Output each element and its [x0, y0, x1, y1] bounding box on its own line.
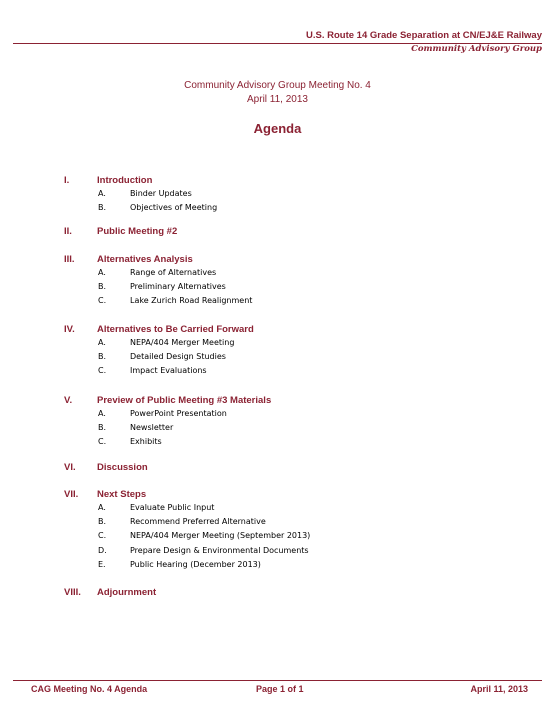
- section-number: VI.: [64, 462, 76, 473]
- sub-item-letter: C.: [98, 437, 107, 447]
- sub-item-text: Exhibits: [130, 437, 162, 447]
- sub-item-letter: C.: [98, 366, 107, 376]
- sub-item-text: Impact Evaluations: [130, 366, 207, 376]
- section-title: Next Steps: [97, 489, 147, 500]
- section-number: VIII.: [64, 587, 81, 598]
- sub-item-text: NEPA/404 Merger Meeting (September 2013): [130, 531, 311, 541]
- section-title: Adjournment: [97, 587, 157, 598]
- sub-item-letter: B.: [98, 282, 107, 292]
- sub-item-text: Range of Alternatives: [130, 268, 217, 277]
- agenda-heading: Agenda: [253, 121, 302, 136]
- section-title: Alternatives to Be Carried Forward: [97, 324, 254, 335]
- sub-item-letter: B.: [98, 203, 107, 213]
- footer-doc-title: CAG Meeting No. 4 Agenda: [31, 684, 148, 694]
- section-number: VII.: [64, 489, 79, 500]
- sub-item-letter: B.: [98, 352, 107, 362]
- sub-item-letter: E.: [98, 559, 106, 569]
- sub-item-letter: A.: [98, 189, 106, 198]
- section-title: Preview of Public Meeting #3 Materials: [97, 395, 272, 406]
- sub-item-letter: A.: [98, 409, 106, 418]
- sub-item-text: NEPA/404 Merger Meeting: [130, 338, 235, 347]
- header-project-title: U.S. Route 14 Grade Separation at CN/EJ&E Railway: [306, 30, 542, 41]
- footer-divider: [13, 680, 542, 681]
- footer-date: April 11, 2013: [470, 684, 528, 694]
- sub-item-text: Public Hearing (December 2013): [130, 559, 261, 569]
- meeting-title: Community Advisory Group Meeting No. 4: [184, 80, 371, 91]
- header-group-name: Community Advisory Group: [411, 44, 542, 54]
- sub-item-text: Prepare Design & Environmental Documents: [130, 545, 309, 555]
- sub-item-text: Recommend Preferred Alternative: [130, 517, 266, 527]
- section-number: II.: [64, 226, 72, 237]
- sub-item-text: Preliminary Alternatives: [130, 282, 226, 292]
- sub-item-letter: A.: [98, 503, 106, 512]
- section-title: Discussion: [97, 462, 148, 473]
- sub-item-text: Objectives of Meeting: [130, 203, 218, 213]
- sub-item-letter: C.: [98, 296, 107, 306]
- sub-item-text: Lake Zurich Road Realignment: [130, 296, 253, 306]
- section-title: Public Meeting #2: [97, 226, 178, 237]
- sub-item-text: Newsletter: [130, 423, 174, 433]
- section-title: Alternatives Analysis: [97, 254, 193, 265]
- sub-item-letter: A.: [98, 268, 106, 277]
- section-number: V.: [64, 395, 73, 406]
- section-number: IV.: [64, 324, 75, 335]
- sub-item-text: Evaluate Public Input: [130, 503, 215, 512]
- section-number: I.: [64, 175, 70, 186]
- section-number: III.: [64, 254, 75, 265]
- sub-item-text: Binder Updates: [130, 189, 192, 198]
- sub-item-text: PowerPoint Presentation: [130, 409, 227, 418]
- sub-item-text: Detailed Design Studies: [130, 352, 226, 362]
- sub-item-letter: A.: [98, 338, 106, 347]
- sub-item-letter: D.: [98, 545, 107, 555]
- meeting-date: April 11, 2013: [247, 94, 308, 105]
- sub-item-letter: B.: [98, 517, 107, 527]
- section-title: Introduction: [97, 175, 153, 186]
- footer-page-number: Page 1 of 1: [256, 684, 304, 694]
- sub-item-letter: C.: [98, 531, 107, 541]
- sub-item-letter: B.: [98, 423, 107, 433]
